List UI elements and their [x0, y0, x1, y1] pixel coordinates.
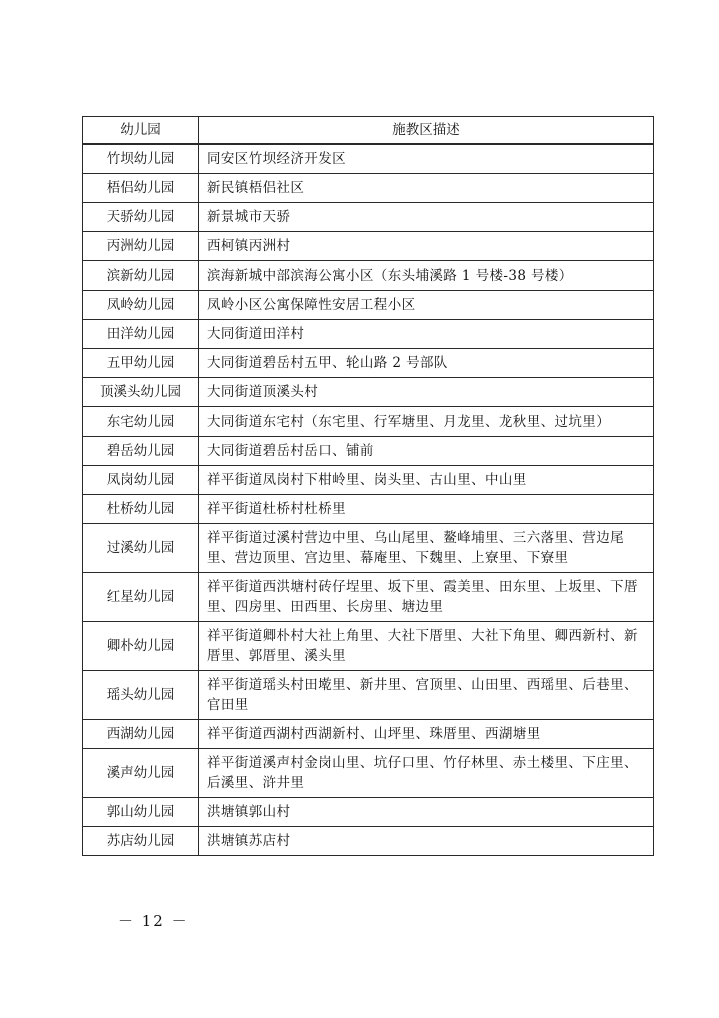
table-row [83, 524, 654, 573]
table-row [83, 827, 654, 856]
kindergarten-name: 苏店幼儿园 [83, 827, 199, 856]
district-description: 洪塘镇郭山村 [199, 798, 654, 827]
table-row [83, 232, 654, 261]
kindergarten-name: 五甲幼儿园 [83, 349, 199, 378]
table-row [83, 320, 654, 349]
district-description: 祥平街道溪声村金岗山里、坑仔口里、竹仔林里、赤土楼里、下庄里、后溪里、浒井里 [199, 749, 654, 798]
district-description: 祥平街道凤岗村下柑岭里、岗头里、古山里、中山里 [199, 466, 654, 495]
district-description: 祥平街道杜桥村杜桥里 [199, 495, 654, 524]
header-kindergarten: 幼儿园 [83, 117, 199, 145]
kindergarten-name: 凤岗幼儿园 [83, 466, 199, 495]
kindergarten-name: 竹坝幼儿园 [83, 144, 199, 174]
table-row [83, 798, 654, 827]
district-description: 祥平街道卿朴村大社上角里、大社下厝里、大社下角里、卿西新村、新厝里、郭厝里、溪头里 [199, 622, 654, 671]
table-row [83, 378, 654, 407]
table-row [83, 671, 654, 720]
district-description: 祥平街道瑶头村田墘里、新井里、宫顶里、山田里、西瑶里、后巷里、官田里 [199, 671, 654, 720]
district-description: 洪塘镇苏店村 [199, 827, 654, 856]
table-row [83, 622, 654, 671]
district-description: 大同街道田洋村 [199, 320, 654, 349]
district-description: 西柯镇丙洲村 [199, 232, 654, 261]
table-row [83, 749, 654, 798]
table-row [83, 174, 654, 203]
district-description: 大同街道碧岳村五甲、轮山路 2 号部队 [199, 349, 654, 378]
table-row [83, 437, 654, 466]
kindergarten-name: 西湖幼儿园 [83, 720, 199, 749]
kindergarten-name: 卿朴幼儿园 [83, 622, 199, 671]
page-number: － 12 － [118, 912, 189, 930]
kindergarten-name: 碧岳幼儿园 [83, 437, 199, 466]
table-row [83, 573, 654, 622]
district-description: 新景城市天骄 [199, 203, 654, 232]
kindergarten-name: 红星幼儿园 [83, 573, 199, 622]
kindergarten-name: 东宅幼儿园 [83, 407, 199, 437]
kindergarten-name: 田洋幼儿园 [83, 320, 199, 349]
district-description: 祥平街道西洪塘村砖仔埕里、坂下里、霞美里、田东里、上坂里、下厝里、四房里、田西里、长房里、塘边里 [199, 573, 654, 622]
kindergarten-name: 天骄幼儿园 [83, 203, 199, 232]
table-row [83, 291, 654, 320]
district-description: 祥平街道西湖村西湖新村、山坪里、珠厝里、西湖塘里 [199, 720, 654, 749]
table-row [83, 203, 654, 232]
district-description: 大同街道东宅村（东宅里、行军塘里、月龙里、龙秋里、过坑里） [199, 407, 654, 437]
kindergarten-name: 过溪幼儿园 [83, 524, 199, 573]
kindergarten-name: 丙洲幼儿园 [83, 232, 199, 261]
district-description: 滨海新城中部滨海公寓小区（东头埔溪路 1 号楼-38 号楼） [199, 261, 654, 291]
table-row [83, 144, 654, 174]
table-row [83, 349, 654, 378]
kindergarten-name: 溪声幼儿园 [83, 749, 199, 798]
table-row [83, 407, 654, 437]
kindergarten-name: 顶溪头幼儿园 [83, 378, 199, 407]
district-description: 新民镇梧侣社区 [199, 174, 654, 203]
kindergarten-name: 郭山幼儿园 [83, 798, 199, 827]
kindergarten-name: 滨新幼儿园 [83, 261, 199, 291]
district-description: 大同街道碧岳村岳口、铺前 [199, 437, 654, 466]
kindergarten-name: 梧侣幼儿园 [83, 174, 199, 203]
header-description: 施教区描述 [199, 117, 654, 145]
district-description: 同安区竹坝经济开发区 [199, 144, 654, 174]
kindergarten-name: 凤岭幼儿园 [83, 291, 199, 320]
table-row [83, 261, 654, 291]
table-row [83, 495, 654, 524]
table-row [83, 720, 654, 749]
table-header-row [83, 117, 654, 145]
district-description: 凤岭小区公寓保障性安居工程小区 [199, 291, 654, 320]
kindergarten-name: 杜桥幼儿园 [83, 495, 199, 524]
table-row [83, 466, 654, 495]
district-description: 祥平街道过溪村营边中里、乌山尾里、鳌峰埔里、三六落里、营边尾里、营边顶里、宫边里、幕庵里、下魏里、上寮里、下寮里 [199, 524, 654, 573]
district-description: 大同街道顶溪头村 [199, 378, 654, 407]
kindergarten-table [82, 116, 654, 856]
kindergarten-name: 瑶头幼儿园 [83, 671, 199, 720]
